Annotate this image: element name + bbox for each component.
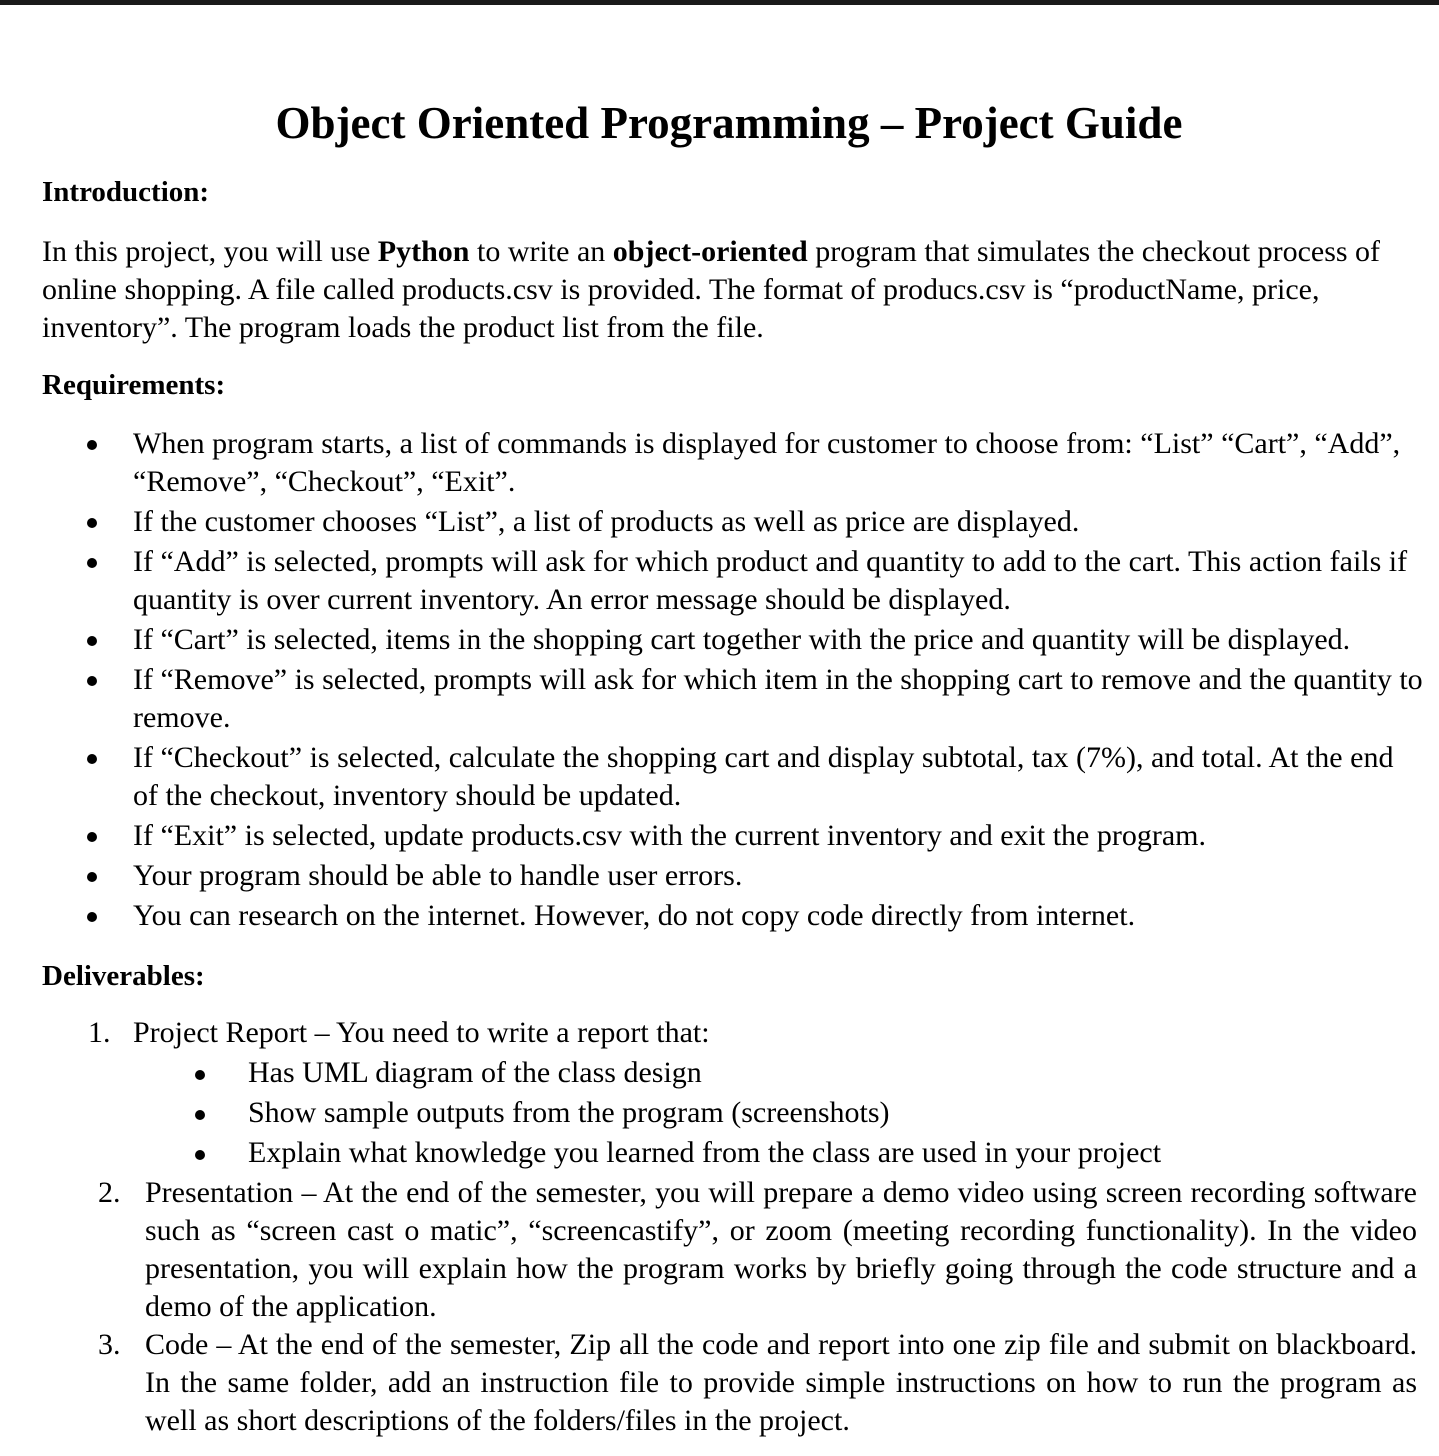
bullet-icon — [87, 754, 97, 764]
deliverable-item — [0, 1326, 1417, 1440]
bullet-icon — [87, 912, 97, 922]
deliverable-text: Code – At the end of the semester, Zip all the code and report into one zip file and submit on blackboard. In the same folder, add an instruction file to provide simple instructions on how to run the program as well as short descriptions of the folders/files in the project. — [145, 1328, 1417, 1437]
item-number: 2. — [98, 1176, 121, 1209]
page-title: Object Oriented Programming – Project Guide — [275, 98, 1183, 148]
deliverables-list — [0, 1014, 1439, 1440]
list-item: If “Exit” is selected, update products.csv with the current inventory and exit the program. — [0, 817, 1423, 855]
bullet-icon — [195, 1070, 205, 1080]
deliverable-item — [0, 1174, 1417, 1326]
report-sublist — [133, 1054, 1413, 1172]
list-item: Your program should be able to handle user errors. — [0, 857, 1423, 895]
list-item: If “Add” is selected, prompts will ask for which product and quantity to add to the cart. This action fails if quantity is over current inventory. An error message should be displayed. — [0, 543, 1423, 619]
list-item: If the customer chooses “List”, a list of products as well as price are displayed. — [0, 503, 1423, 541]
bullet-icon — [87, 636, 97, 646]
deliverable-text: Presentation – At the end of the semester, you will prepare a demo video using screen recording software such as “screen cast o matic”, “screencastify”, or zoom (meeting recording functionality). In the video presentation, you will explain how the program works by briefly going through the code structure and a demo of the application. — [145, 1176, 1417, 1323]
bullet-icon — [87, 832, 97, 842]
list-item: If “Remove” is selected, prompts will ask for which item in the shopping cart to remove and the quantity to remove. — [0, 661, 1423, 737]
bullet-icon — [87, 440, 97, 450]
requirements-heading: Requirements: — [42, 369, 226, 401]
introduction-paragraph: In this project, you will use Python to write an object-oriented program that simulates the checkout process of online shopping. A file called products.csv is provided. The format of producs.csv is “productName, price, inventory”. The program loads the product list from the file. — [42, 235, 1381, 344]
deliverable-item — [0, 1014, 1413, 1172]
item-number: 1. — [88, 1016, 111, 1049]
list-item: If “Checkout” is selected, calculate the shopping cart and display subtotal, tax (7%), and total. At the end of the checkout, inventory should be updated. — [0, 739, 1423, 815]
top-border — [0, 0, 1439, 5]
bullet-icon — [87, 518, 97, 528]
deliverable-text: Project Report – You need to write a report that: — [133, 1016, 710, 1049]
list-item: If “Cart” is selected, items in the shopping cart together with the price and quantity will be displayed. — [0, 621, 1423, 659]
bullet-icon — [195, 1150, 205, 1160]
requirements-list — [0, 425, 1439, 937]
sub-list-item: Show sample outputs from the program (screenshots) — [133, 1094, 1413, 1132]
deliverables-heading: Deliverables: — [42, 960, 205, 992]
introduction-heading: Introduction: — [42, 176, 210, 208]
item-number: 3. — [98, 1328, 121, 1361]
list-item: When program starts, a list of commands is displayed for customer to choose from: “List” “Cart”, “Add”, “Remove”, “Checkout”, “Exit”. — [0, 425, 1423, 501]
bullet-icon — [87, 558, 97, 568]
sub-list-item: Explain what knowledge you learned from the class are used in your project — [133, 1134, 1413, 1172]
list-item: You can research on the internet. However, do not copy code directly from internet. — [0, 897, 1423, 935]
bullet-icon — [195, 1110, 205, 1120]
bullet-icon — [87, 872, 97, 882]
bullet-icon — [87, 676, 97, 686]
sub-list-item: Has UML diagram of the class design — [133, 1054, 1413, 1092]
